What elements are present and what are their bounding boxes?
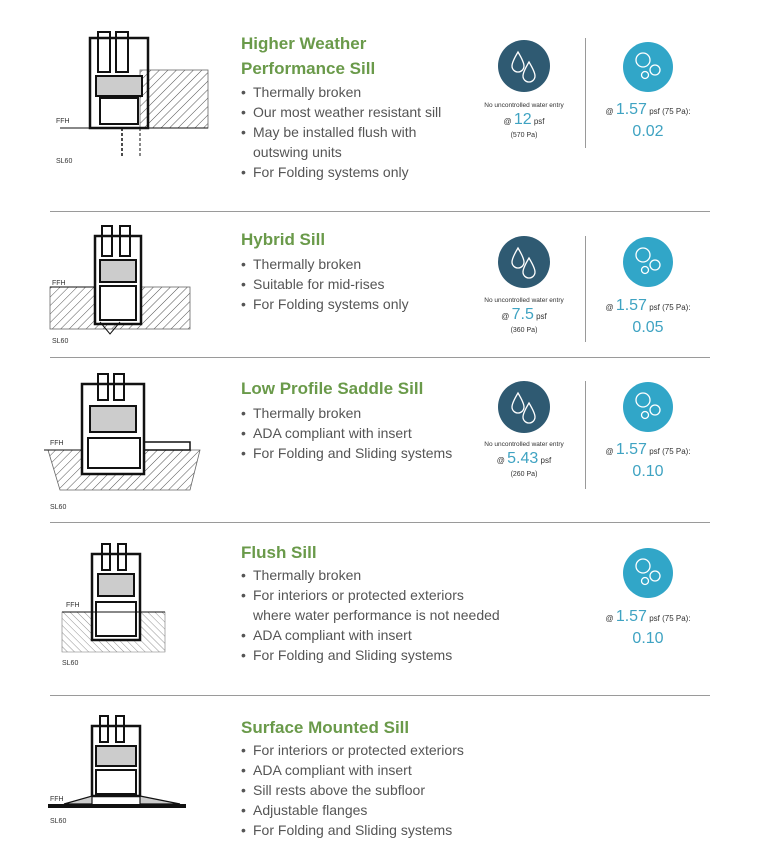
sill-drawing-higher-weather (40, 28, 215, 168)
list-item: • Thermally broken (241, 403, 452, 423)
section-title: Hybrid Sill (241, 230, 326, 249)
section-title: Low Profile Saddle Sill (241, 379, 424, 398)
list-item: • For interiors or protected exteriors (241, 740, 464, 760)
water-drops-icon (498, 40, 550, 92)
list-item: • For Folding and Sliding systems (241, 645, 500, 665)
list-item: • ADA compliant with insert (241, 760, 464, 780)
ffh-label: FFH (56, 118, 70, 125)
sill-drawing-hybrid (40, 222, 215, 352)
section-title: Surface Mounted Sill (241, 718, 410, 737)
water-drops-icon (498, 236, 550, 288)
ffh-label: FFH (50, 440, 64, 447)
list-item: • ADA compliant with insert (241, 423, 452, 443)
water-performance: No uncontrolled water entry @ 5.43 psf (260 Pa) (484, 441, 564, 478)
feature-list (241, 740, 464, 840)
air-bubbles-icon (623, 42, 673, 92)
water-performance: No uncontrolled water entry @ 7.5 psf (360 Pa) (484, 297, 564, 334)
list-item: • ADA compliant with insert (241, 625, 500, 645)
air-bubbles-icon (623, 382, 673, 432)
air-bubbles-icon (623, 548, 673, 598)
list-item: • For Folding and Sliding systems (241, 820, 464, 840)
section-title: Flush Sill (241, 543, 317, 562)
list-item: • Thermally broken (241, 254, 409, 274)
list-item: • For interiors or protected exteriors where water performance is not needed (241, 585, 500, 625)
sill-drawing-surface-mounted (40, 712, 215, 832)
air-performance: @ 1.57 psf (75 Pa): 0.10 (605, 608, 691, 647)
section-divider (50, 695, 710, 696)
list-item: • For Folding systems only (241, 294, 409, 314)
ffh-label: FFH (50, 796, 64, 803)
section-divider (50, 522, 710, 523)
list-item: • For Folding systems only (241, 162, 441, 182)
list-item: • For Folding and Sliding systems (241, 443, 452, 463)
column-divider (585, 236, 586, 342)
list-item: • Adjustable flanges (241, 800, 464, 820)
ffh-label: FFH (66, 602, 80, 609)
sl-label: SL60 (50, 504, 67, 511)
list-item: • Our most weather resistant sill (241, 102, 441, 122)
column-divider (585, 38, 586, 148)
water-performance: No uncontrolled water entry @ 12 psf (570 Pa) (484, 102, 564, 139)
feature-list (241, 403, 452, 463)
feature-list (241, 254, 409, 314)
list-item: • Thermally broken (241, 565, 500, 585)
air-bubbles-icon (623, 237, 673, 287)
list-item: • Sill rests above the subfloor (241, 780, 464, 800)
section-title: Higher Weather Performance Sill (241, 34, 376, 78)
sl-label: SL60 (50, 818, 67, 825)
feature-list (241, 82, 441, 182)
section-divider (50, 211, 710, 212)
water-drops-icon (498, 381, 550, 433)
list-item: • Thermally broken (241, 82, 441, 102)
sl-label: SL60 (62, 660, 79, 667)
list-item: • May be installed flush with outswing units (241, 122, 441, 162)
list-item: • Suitable for mid-rises (241, 274, 409, 294)
sl-label: SL60 (52, 338, 69, 345)
air-performance: @ 1.57 psf (75 Pa): 0.10 (605, 441, 691, 480)
feature-list (241, 565, 500, 665)
sill-drawing-low-profile-saddle (40, 372, 215, 517)
air-performance: @ 1.57 psf (75 Pa): 0.02 (605, 101, 691, 140)
ffh-label: FFH (52, 280, 66, 287)
section-divider (50, 357, 710, 358)
sill-drawing-flush (40, 540, 215, 675)
column-divider (585, 381, 586, 489)
air-performance: @ 1.57 psf (75 Pa): 0.05 (605, 297, 691, 336)
sl-label: SL60 (56, 158, 73, 165)
